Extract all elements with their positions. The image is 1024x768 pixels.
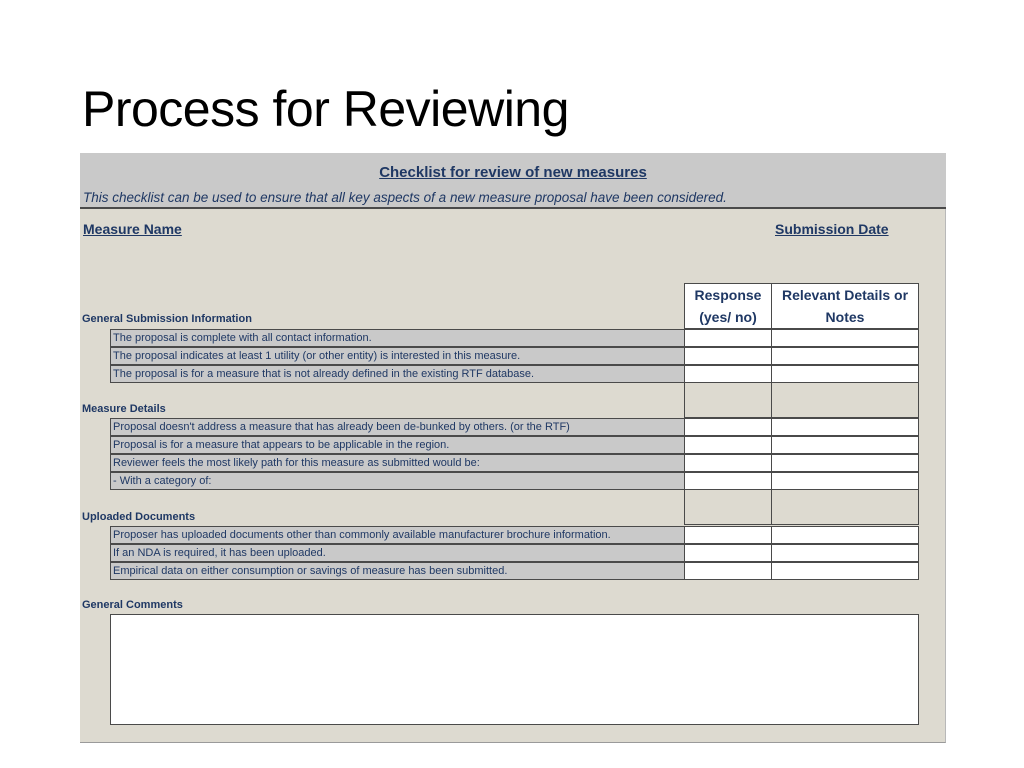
checklist-item: The proposal indicates at least 1 utility (or other entity) is interested in this measure. [110, 347, 685, 365]
notes-cell[interactable] [771, 472, 919, 490]
notes-cell[interactable] [771, 562, 919, 580]
section-spacer-cell [684, 489, 772, 525]
notes-cell[interactable] [771, 526, 919, 544]
checklist-sheet [80, 153, 946, 743]
response-cell[interactable] [684, 365, 772, 383]
response-cell[interactable] [684, 562, 772, 580]
section-label-uploaded-documents: Uploaded Documents [82, 511, 196, 523]
response-column-header: Response (yes/ no) [684, 283, 772, 329]
notes-cell[interactable] [771, 544, 919, 562]
response-cell[interactable] [684, 329, 772, 347]
section-label-measure-details: Measure Details [82, 403, 166, 415]
checklist-item: The proposal is for a measure that is not already defined in the existing RTF database. [110, 365, 685, 383]
checklist-title: Checklist for review of new measures [379, 164, 647, 181]
notes-cell[interactable] [771, 436, 919, 454]
notes-column-header: Relevant Details or Notes [771, 283, 919, 329]
slide-title: Process for Reviewing [82, 81, 569, 137]
checklist-item: Proposal doesn't address a measure that has already been de-bunked by others. (or the RTF) [110, 418, 685, 436]
notes-cell[interactable] [771, 454, 919, 472]
notes-cell[interactable] [771, 365, 919, 383]
measure-name-label: Measure Name [83, 221, 182, 237]
checklist-item: Proposer has uploaded documents other than commonly available manufacturer brochure information. [110, 526, 685, 544]
response-cell[interactable] [684, 472, 772, 490]
checklist-item: Empirical data on either consumption or savings of measure has been submitted. [110, 562, 685, 580]
general-comments-field[interactable] [110, 614, 919, 725]
notes-cell[interactable] [771, 329, 919, 347]
submission-date-label: Submission Date [775, 221, 889, 237]
notes-cell[interactable] [771, 347, 919, 365]
section-spacer-cell [684, 382, 772, 418]
response-cell[interactable] [684, 347, 772, 365]
checklist-subtitle: This checklist can be used to ensure that all key aspects of a new measure proposal have been considered. [83, 190, 727, 205]
checklist-item: Proposal is for a measure that appears to be applicable in the region. [110, 436, 685, 454]
section-spacer-cell [771, 489, 919, 525]
checklist-header [80, 153, 946, 209]
checklist-item: - With a category of: [110, 472, 685, 490]
section-spacer-cell [771, 382, 919, 418]
checklist-item: If an NDA is required, it has been uploaded. [110, 544, 685, 562]
response-cell[interactable] [684, 418, 772, 436]
response-cell[interactable] [684, 436, 772, 454]
section-label-general-submission: General Submission Information [82, 313, 252, 325]
notes-cell[interactable] [771, 418, 919, 436]
response-cell[interactable] [684, 526, 772, 544]
checklist-item: The proposal is complete with all contact information. [110, 329, 685, 347]
general-comments-label: General Comments [82, 599, 183, 611]
response-cell[interactable] [684, 454, 772, 472]
response-cell[interactable] [684, 544, 772, 562]
checklist-item: Reviewer feels the most likely path for this measure as submitted would be: [110, 454, 685, 472]
